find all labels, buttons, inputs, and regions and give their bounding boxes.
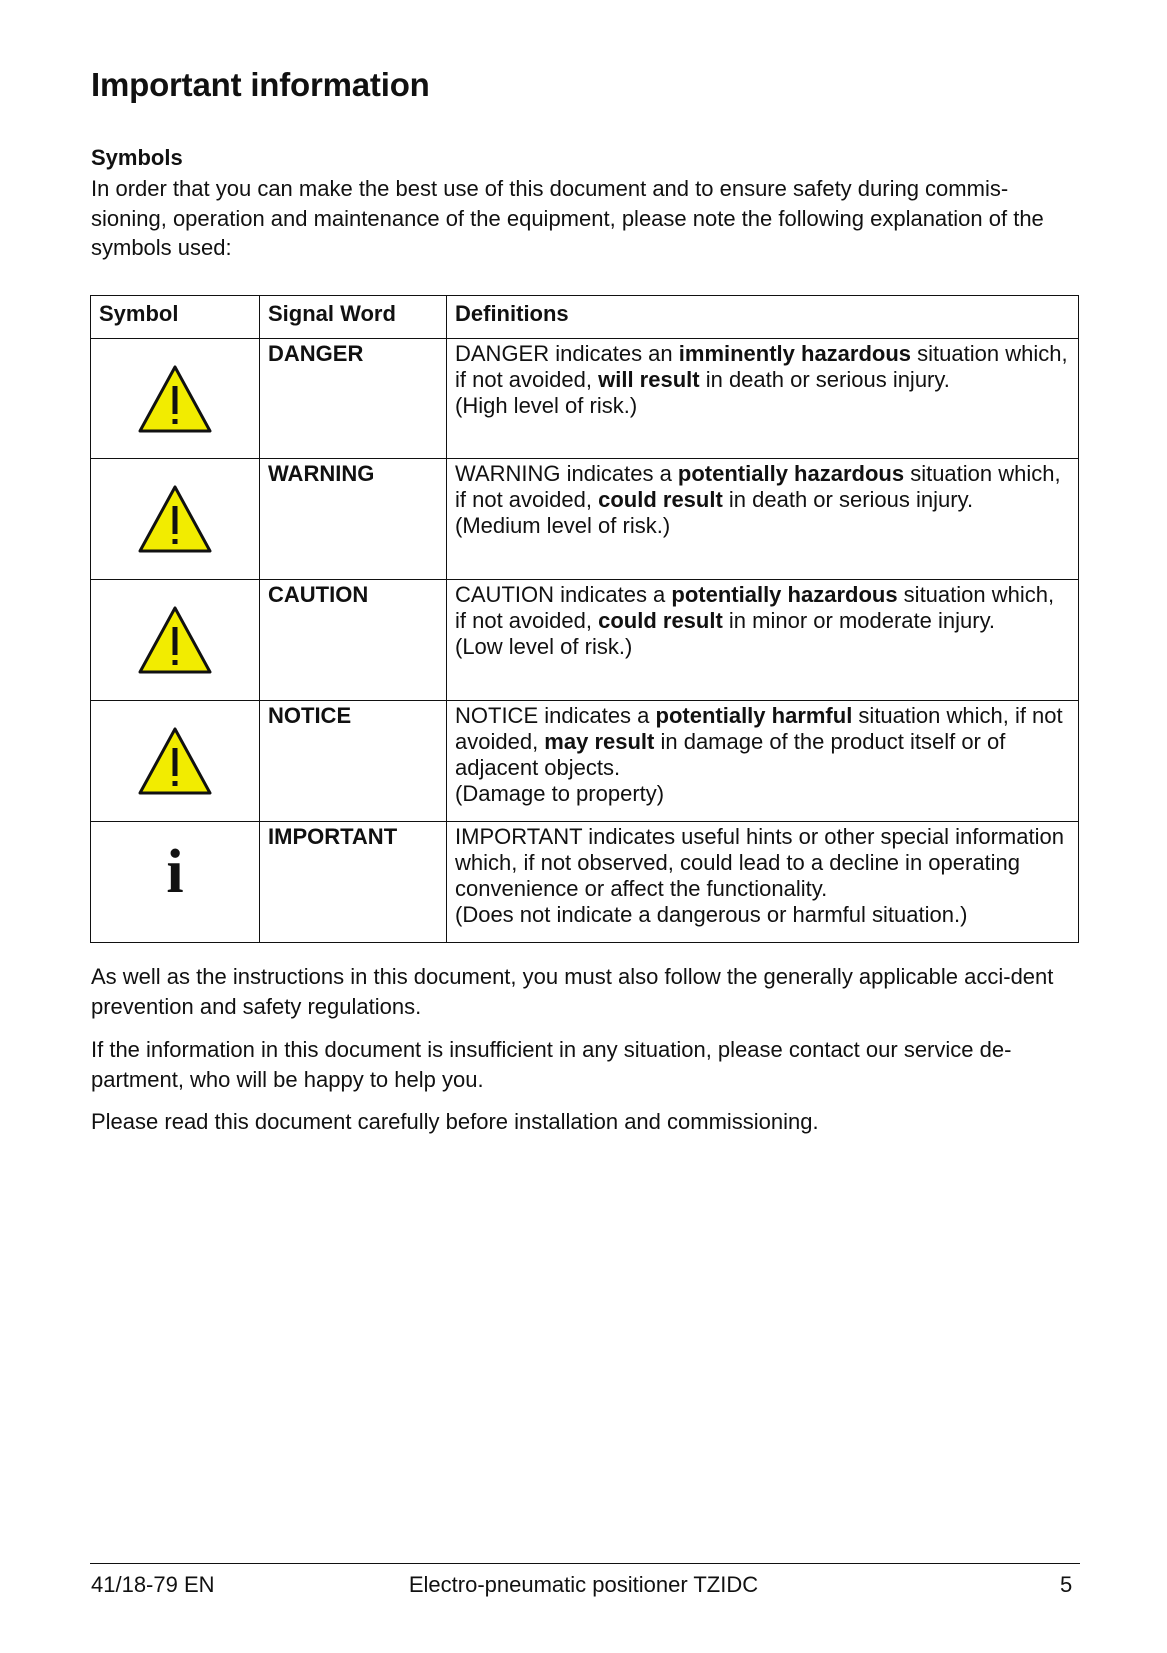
page-title: Important information [91,66,430,103]
footer-divider [90,1563,1080,1564]
info-icon: i [166,838,184,906]
table-row [91,580,1079,701]
symbols-table [90,295,1079,943]
signal-word: WARNING [260,459,447,580]
symbol-cell [91,580,260,701]
table-row [91,339,1079,459]
symbol-cell [91,701,260,822]
symbol-cell [91,459,260,580]
table-row [91,701,1079,822]
header-symbol: Symbol [91,296,260,339]
warning-triangle-icon [91,726,259,796]
paragraph-service-contact: If the information in this document is insufficient in any situation, please contact our service de-partment, who will be happy to help you. [91,1037,1012,1092]
warning-triangle-icon [91,484,259,554]
definition: WARNING indicates a potentially hazardous situation which, if not avoided, could result in death or serious injury. (Medium level of risk.) [447,459,1079,580]
signal-word: DANGER [260,339,447,459]
header-signal-word: Signal Word [260,296,447,339]
definition: DANGER indicates an imminently hazardous situation which, if not avoided, will result in death or serious injury. (High level of risk.) [447,339,1079,459]
footer-page-number: 5 [1060,1572,1073,1597]
table-row [91,459,1079,580]
intro-paragraph: In order that you can make the best use of this document and to ensure safety during commis-sioning, operation and maintenance of the equipment, please note the following explanation of the symbols used: [91,176,1044,260]
signal-word: IMPORTANT [260,822,447,943]
table-row [91,822,1079,943]
paragraph-safety-regulations: As well as the instructions in this document, you must also follow the generally applicable acci-dent prevention and safety regulations. [91,964,1054,1019]
paragraph-read-carefully: Please read this document carefully before installation and commissioning. [91,1109,819,1134]
definition: CAUTION indicates a potentially hazardous situation which, if not avoided, could result in minor or moderate injury. (Low level of risk.) [447,580,1079,701]
section-heading-symbols: Symbols [91,145,183,170]
footer-doc-number: 41/18-79 EN [91,1572,215,1597]
definition: IMPORTANT indicates useful hints or other special information which, if not observed, could lead to a decline in operating convenience or affect the functionality. (Does not indicate a dangerous or harmful situation.) [447,822,1079,943]
definition: NOTICE indicates a potentially harmful situation which, if not avoided, may result in damage of the product itself or of adjacent objects. (Damage to property) [447,701,1079,822]
symbol-cell [91,822,260,943]
symbol-cell [91,339,260,459]
signal-word: NOTICE [260,701,447,822]
signal-word: CAUTION [260,580,447,701]
footer-product-title: Electro-pneumatic positioner TZIDC [408,1572,759,1597]
warning-triangle-icon [91,605,259,675]
warning-triangle-icon [91,364,259,434]
table-header-row [91,296,1079,339]
header-definitions: Definitions [447,296,1079,339]
